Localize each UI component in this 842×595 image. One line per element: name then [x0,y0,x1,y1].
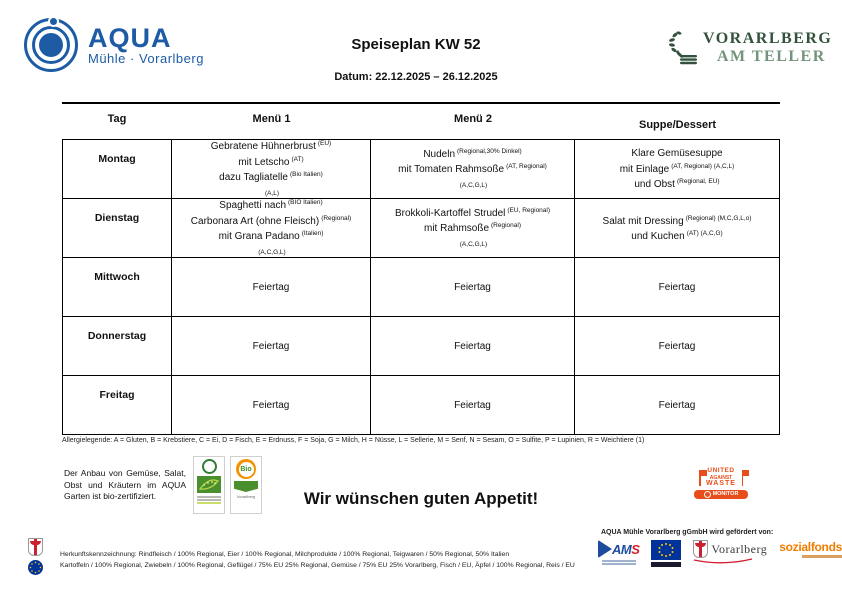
vorarlberg-am-teller-logo [668,30,832,71]
aqua-logo-subtitle: Mühle · Vorarlberg [88,50,204,66]
aqua-logo-name: AQUA [88,22,172,53]
menu-line: Klare Gemüsesuppe [631,148,723,160]
uaw-badge-label: MONITOR [712,491,739,497]
menu-line: dazu Tagliatelle $^{(Bio Italien)}$ [219,171,323,183]
menu-line: Gebratene Hühnerbrust $^{(EU)}$ [210,140,332,152]
column-header-suppe-dessert: Suppe/Dessert [638,119,717,131]
bio-note: Der Anbau von Gemüse, Salat, Obst und Kräutern im AQUA Garten ist bio-zertifiziert. [64,468,186,501]
origin-note [60,549,620,571]
menu-table [62,102,780,435]
uaw-line2: AGAINST [709,474,733,481]
table-row [63,317,780,376]
column-header-tag: Tag [107,113,127,125]
menu-cell [371,317,575,376]
column-header-menu2: Menü 2 [454,113,492,125]
menu-line: mit Einlage $^{(AT, Regional) (A,C,L)}$ [619,162,735,175]
menu-cell [371,258,575,317]
day-cell: Dienstag [63,199,172,258]
bio-vorarlberg-label: Vorarlberg [236,494,256,499]
menu-line: Carbonara Art (ohne Fleisch) $^{(Regional)}$ [190,214,352,227]
menu-cell [575,140,780,199]
date-line: Datum: 22.12.2025 – 26.12.2025 [334,71,498,83]
ams-label: AM [612,541,632,557]
menu-cell [172,140,371,199]
fork-wheat-icon [668,30,698,71]
day-cell: Freitag [63,376,172,435]
menu-cell [575,317,780,376]
menu-line: Spaghetti nach $^{(BIO Italien)}$ [219,199,323,211]
ams-label-s: S [631,541,640,557]
table-body [62,139,780,435]
menu-cell [575,258,780,317]
menu-line: Nudeln $^{(Regional,30\% Dinkel)}$ [423,147,522,160]
eu-stars-icon [28,560,43,575]
aqua-logo [24,18,204,72]
vorarlberg-logo [693,540,767,564]
menu-line: Feiertag [252,399,290,411]
footer-icons [28,538,43,575]
uaw-line1: UNITED [707,467,735,474]
vat-line2: AM TELLER [717,48,826,65]
menu-cell [371,376,575,435]
menu-line: Feiertag [252,340,290,352]
funding-heading: AQUA Mühle Vorarlberg gGmbH wird gefördert von: [601,529,774,536]
menu-line: Feiertag [252,281,290,293]
menu-line: (A,C,G,L) [459,181,488,189]
column-header-menu1: Menü 1 [252,113,291,125]
menu-cell [172,199,371,258]
menu-line: und Obst $^{(Regional, EU)}$ [634,178,720,191]
menu-line: Feiertag [454,340,491,352]
vat-line1: VORARLBERG [703,30,833,47]
table-row [63,376,780,435]
vorarlberg-label: Vorarlberg [711,541,768,556]
menu-cell [371,140,575,199]
vorarlberg-shield-icon [28,538,43,556]
menu-line: Salat mit Dressing $^{(Regional) (M,C,G,L,o)}$ [602,214,752,227]
menu-line: Feiertag [658,340,696,352]
menu-cell [172,258,371,317]
aqua-logo-icon [24,18,78,72]
menu-cell [575,376,780,435]
page-title: Speiseplan KW 52 [351,36,481,53]
day-cell: Donnerstag [63,317,172,376]
menu-line: (A,L) [264,189,280,197]
united-against-waste-icon [681,468,761,499]
eu-flag-logo [651,540,681,567]
funding-logos [598,540,842,567]
origin-line1: Herkunftskennzeichnung: Rindfleisch / 100% Regional, Eier / 100% Regional, Milchprodukte / 100% Regional, Teigwaren / 50% Regional, 50% Italien [60,551,510,558]
appetit-message: Wir wünschen guten Appetit! [303,489,539,508]
menu-line: mit Grana Padano $^{(Italien)}$ [218,230,324,242]
menu-cell [371,199,575,258]
menu-line: und Kuchen $^{(AT) (A,C,G)}$ [631,230,723,242]
day-cell: Mittwoch [63,258,172,317]
menu-line: Brokkoli-Kartoffel Strudel $^{(EU, Regional)}$ [394,206,551,219]
menu-line: mit Tomaten Rahmsoße $^{(AT, Regional)}$ [398,163,547,176]
table-row [63,258,780,317]
menu-cell [172,376,371,435]
menu-cell [575,199,780,258]
menu-line: mit Letscho $^{(AT)}$ [238,155,304,168]
sozialfonds-logo [779,540,842,558]
menu-cell [172,317,371,376]
menu-line: mit Rahmsoße $^{(Regional)}$ [423,222,521,235]
menu-line: (A,C,G,L) [459,240,488,248]
vorarlberg-shield-icon [693,540,708,558]
menu-line: Feiertag [658,281,696,293]
magnifier-icon [704,491,711,498]
day-cell: Montag [63,140,172,199]
menu-line: Feiertag [454,281,491,293]
uaw-line3: WASTE [706,480,736,487]
origin-line2: Kartoffeln / 100% Regional, Zwiebeln / 100% Regional, Geflügel / 75% EU 25% Regional, Gemüse / 75% EU 25% Vorarlberg, Fisch / EU, Äpfel / 100% Regional, Reis / EU [60,562,575,569]
menu-line: Feiertag [658,399,696,411]
table-header-row [62,102,780,139]
table-row [63,140,780,199]
table-row [63,199,780,258]
allergen-legend: Allergielegende: A = Gluten, B = Krebstiere, C = Ei, D = Fisch, E = Erdnuss, F = Soja, G = Milch, H = Nüsse, L = Sellerie, M = Senf, N = Sesam, O = Sulfite, P = Lupinien, R = Weichtiere (1) [62,437,645,444]
sozialfonds-label: sozialfonds [779,540,842,554]
menu-line: (A,C,G,L) [258,248,286,256]
bio-label: Bio [239,462,254,477]
menu-line: Feiertag [454,399,491,411]
